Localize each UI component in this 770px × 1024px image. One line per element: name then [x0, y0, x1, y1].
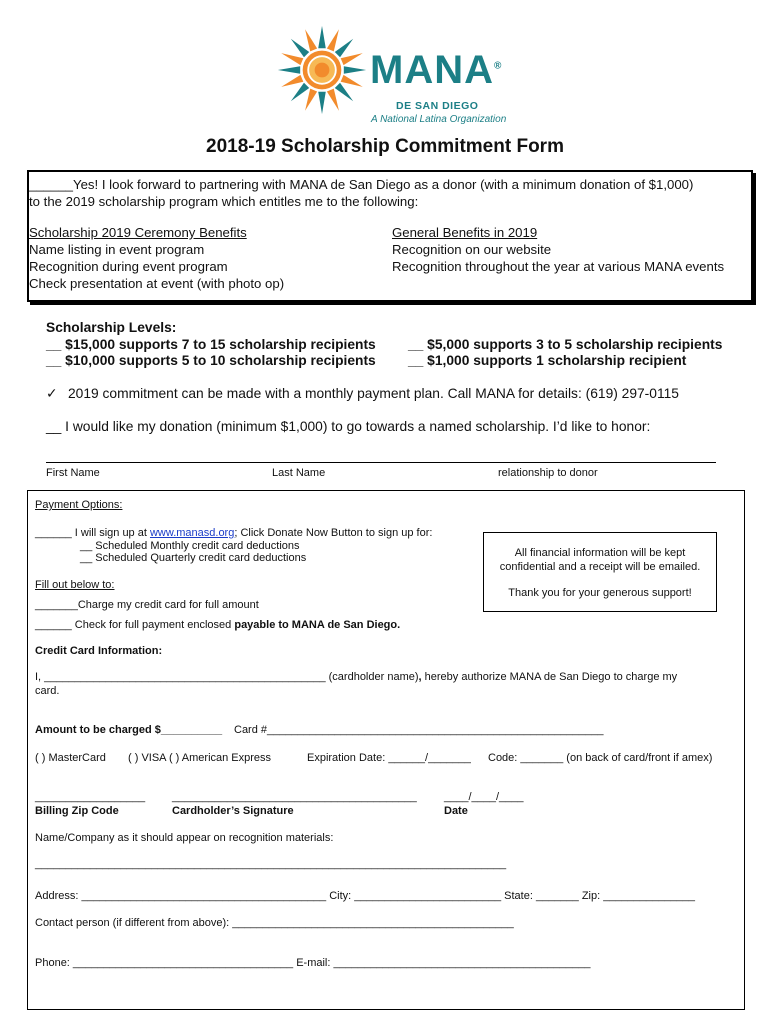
recognition-name-label: Name/Company as it should appear on recognition materials:	[35, 832, 334, 844]
sun-ray	[341, 53, 363, 65]
sun-ray	[341, 75, 363, 87]
confidential-info-box	[483, 532, 717, 612]
monthly-deduction-option[interactable]: __ Scheduled Monthly credit card deductions	[80, 540, 300, 552]
billing-zip-field[interactable]: __________________	[35, 791, 146, 803]
signature-field[interactable]: ________________________________________	[172, 791, 417, 803]
amount-field[interactable]: Amount to be charged $__________	[35, 724, 223, 736]
address-field[interactable]: Address: ________________________________________ City: ________________________ State: _______ Zip: _______________	[35, 890, 695, 902]
ceremony-benefit-item: Check presentation at event (with photo op)	[29, 276, 285, 291]
sun-ray	[278, 66, 300, 74]
authorization-text-line2: card.	[35, 685, 60, 697]
payment-options-heading: Payment Options:	[35, 499, 123, 511]
authorization-text: I, ______________________________________________ (cardholder name), hereby authorize MANA de San Diego to charge my	[35, 671, 678, 683]
signup-option[interactable]: ______ I will sign up at www.manasd.org; Click Donate Now Button to sign up for:	[35, 527, 433, 539]
info-line: confidential and a receipt will be emailed.	[499, 561, 701, 573]
quarterly-deduction-option[interactable]: __ Scheduled Quarterly credit card deductions	[80, 552, 307, 564]
sun-ray	[281, 75, 303, 87]
manasd-link[interactable]: www.manasd.org	[149, 527, 235, 539]
general-benefit-item: Recognition throughout the year at various MANA events	[392, 259, 725, 274]
sun-ray	[335, 83, 353, 101]
level-option[interactable]: __ $1,000 supports 1 scholarship recipient	[408, 353, 687, 368]
logo-subtitle: DE SAN DIEGO	[396, 100, 479, 112]
level-option[interactable]: __ $5,000 supports 3 to 5 scholarship recipients	[408, 337, 723, 352]
general-benefits-heading: General Benefits in 2019	[392, 225, 538, 240]
last-name-label: Last Name	[272, 467, 326, 479]
credit-card-heading: Credit Card Information:	[35, 645, 163, 657]
visa-amex-option[interactable]: ( ) VISA ( ) American Express	[128, 752, 272, 764]
monthly-plan-note: 2019 commitment can be made with a monthly payment plan. Call MANA for details: (619) 297-0115	[68, 386, 679, 401]
signature-label: Cardholder’s Signature	[172, 805, 294, 817]
logo-title: MANA®	[370, 48, 503, 92]
card-number-field[interactable]: Card #_______________________________________________________	[234, 724, 604, 736]
form-title: 2018-19 Scholarship Commitment Form	[206, 136, 564, 157]
date-label: Date	[444, 805, 468, 817]
sun-ray	[344, 66, 366, 74]
check-payment-option[interactable]: ______ Check for full payment enclosed payable to MANA de San Diego.	[35, 619, 401, 631]
logo-tagline: A National Latina Organization	[371, 114, 507, 125]
honor-name-line[interactable]	[46, 462, 716, 463]
named-scholarship-option[interactable]: __ I would like my donation (minimum $1,000) to go towards a named scholarship. I’d like to honor:	[46, 419, 651, 434]
charge-card-option[interactable]: _______Charge my credit card for full amount	[35, 599, 259, 611]
sun-ray	[305, 29, 317, 51]
sun-logo-icon	[276, 20, 368, 120]
sun-ray	[318, 92, 326, 114]
sun-ray	[291, 39, 309, 57]
commitment-intro-line2: to the 2019 scholarship program which entitles me to the following:	[29, 194, 419, 209]
level-option[interactable]: __ $15,000 supports 7 to 15 scholarship recipients	[46, 337, 376, 352]
ceremony-benefit-item: Recognition during event program	[29, 259, 228, 274]
sun-ray	[335, 39, 353, 57]
security-code-field[interactable]: Code: _______ (on back of card/front if amex)	[488, 752, 713, 764]
sun-ray	[291, 83, 309, 101]
sun-ray	[327, 29, 339, 51]
sun-ray	[281, 53, 303, 65]
expiration-date-field[interactable]: Expiration Date: ______/_______	[307, 752, 471, 764]
level-option[interactable]: __ $10,000 supports 5 to 10 scholarship recipients	[46, 353, 376, 368]
billing-zip-label: Billing Zip Code	[35, 805, 119, 817]
relationship-label: relationship to donor	[498, 467, 598, 479]
date-field[interactable]: ____/____/____	[444, 791, 524, 803]
checkmark-icon: ✓	[46, 386, 58, 401]
phone-email-field[interactable]: Phone: ____________________________________ E-mail: __________________________________________	[35, 957, 591, 969]
mastercard-option[interactable]: ( ) MasterCard	[35, 752, 106, 764]
sun-ray	[318, 26, 326, 48]
levels-heading: Scholarship Levels:	[46, 320, 177, 335]
first-name-label: First Name	[46, 467, 100, 479]
mana-logo	[276, 20, 512, 126]
info-line: All financial information will be kept	[514, 547, 686, 559]
commitment-intro-line1: ______Yes! I look forward to partnering with MANA de San Diego as a donor (with a minimum donation of $1,000)	[29, 177, 694, 192]
thank-you-note: Thank you for your generous support!	[508, 587, 692, 599]
ceremony-benefit-item: Name listing in event program	[29, 242, 205, 257]
ceremony-benefits-heading: Scholarship 2019 Ceremony Benefits	[29, 225, 247, 240]
sun-ray	[327, 89, 339, 111]
sun-ray	[305, 89, 317, 111]
contact-person-field[interactable]: Contact person (if different from above): ______________________________________________	[35, 917, 514, 929]
general-benefit-item: Recognition on our website	[392, 242, 552, 257]
fill-out-label: Fill out below to:	[35, 579, 115, 591]
recognition-name-field[interactable]: _____________________________________________________________________________	[35, 858, 507, 870]
